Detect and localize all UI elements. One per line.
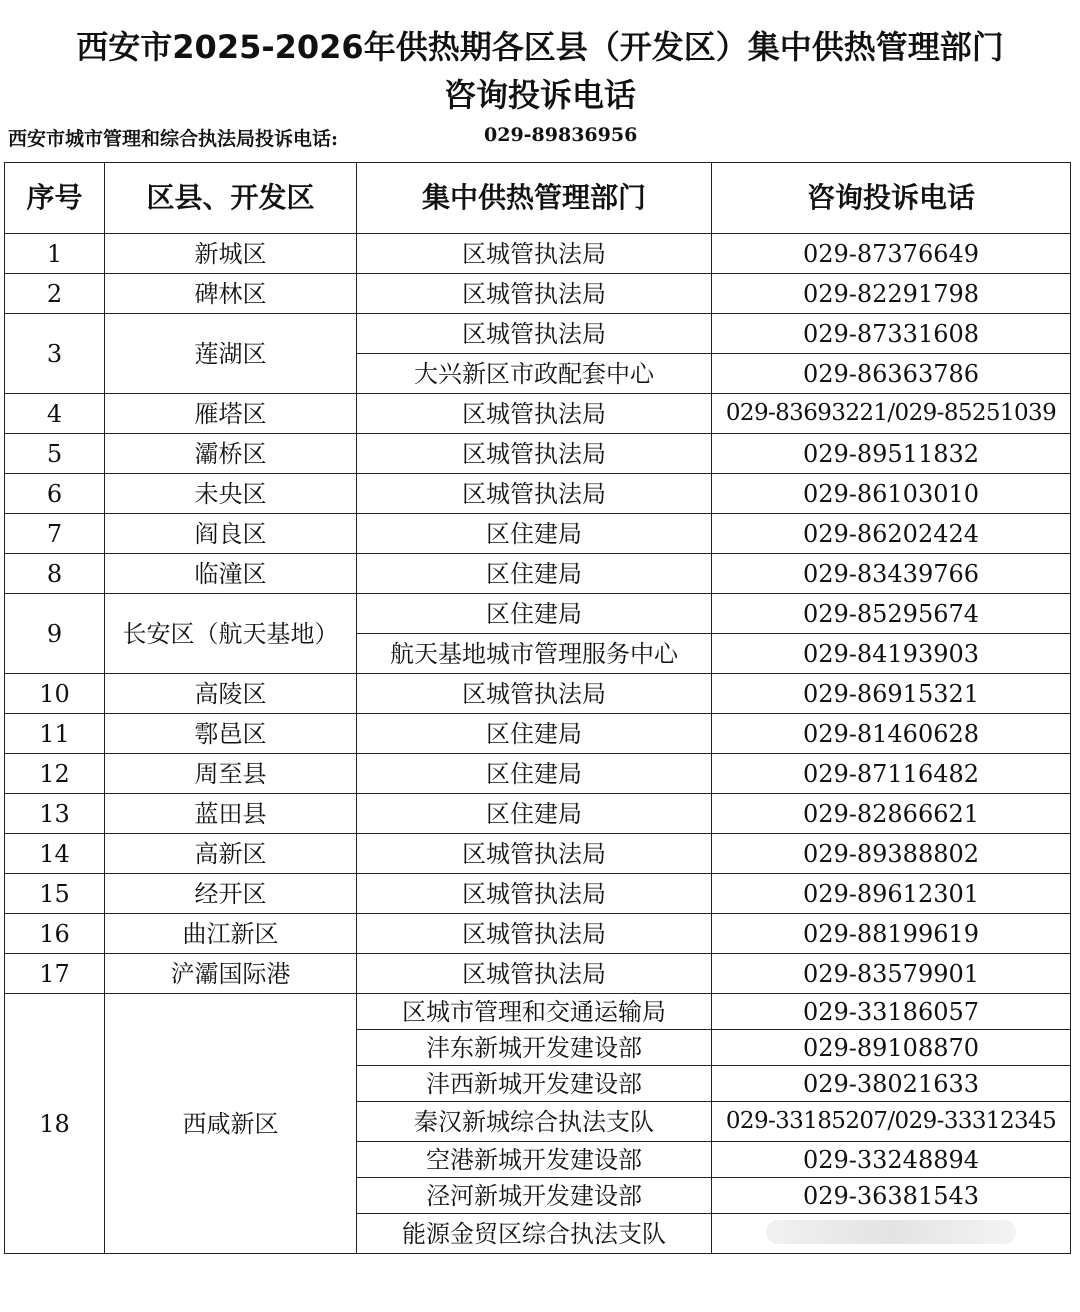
row-number: 8 — [5, 554, 105, 594]
district-name: 雁塔区 — [105, 394, 357, 434]
department-name: 区城管执法局 — [357, 274, 712, 314]
row-number: 6 — [5, 474, 105, 514]
phone-number: 029-87116482 — [712, 754, 1071, 794]
district-name: 新城区 — [105, 234, 357, 274]
table-header-row — [5, 163, 1071, 234]
table-row — [5, 794, 1071, 834]
district-name: 周至县 — [105, 754, 357, 794]
row-number: 14 — [5, 834, 105, 874]
department-name: 空港新城开发建设部 — [357, 1142, 712, 1178]
row-number: 11 — [5, 714, 105, 754]
table-row — [5, 314, 1071, 354]
phone-number: 029-83693221/029-85251039 — [712, 394, 1071, 434]
row-number: 3 — [5, 314, 105, 394]
department-name: 区住建局 — [357, 714, 712, 754]
department-name: 秦汉新城综合执法支队 — [357, 1102, 712, 1142]
district-name: 未央区 — [105, 474, 357, 514]
department-name: 区住建局 — [357, 514, 712, 554]
district-name: 蓝田县 — [105, 794, 357, 834]
row-number: 2 — [5, 274, 105, 314]
table-row — [5, 714, 1071, 754]
table-row — [5, 274, 1071, 314]
phone-number — [712, 1214, 1071, 1254]
phone-number: 029-85295674 — [712, 594, 1071, 634]
district-name: 经开区 — [105, 874, 357, 914]
row-number: 12 — [5, 754, 105, 794]
department-name: 区城管执法局 — [357, 394, 712, 434]
table-row — [5, 834, 1071, 874]
department-name: 区住建局 — [357, 554, 712, 594]
phone-number: 029-86202424 — [712, 514, 1071, 554]
department-name: 沣西新城开发建设部 — [357, 1066, 712, 1102]
department-name: 区城市管理和交通运输局 — [357, 994, 712, 1030]
phone-number: 029-87331608 — [712, 314, 1071, 354]
department-name: 大兴新区市政配套中心 — [357, 354, 712, 394]
department-name: 区城管执法局 — [357, 234, 712, 274]
district-name: 碑林区 — [105, 274, 357, 314]
phone-number: 029-88199619 — [712, 914, 1071, 954]
department-name: 能源金贸区综合执法支队 — [357, 1214, 712, 1254]
row-number: 13 — [5, 794, 105, 834]
phone-number: 029-89612301 — [712, 874, 1071, 914]
phone-number: 029-81460628 — [712, 714, 1071, 754]
department-name: 区城管执法局 — [357, 314, 712, 354]
department-name: 泾河新城开发建设部 — [357, 1178, 712, 1214]
district-name: 高陵区 — [105, 674, 357, 714]
header-no: 序号 — [5, 163, 105, 234]
phone-number: 029-33185207/029-33312345 — [712, 1102, 1071, 1142]
phone-number: 029-38021633 — [712, 1066, 1071, 1102]
row-number: 9 — [5, 594, 105, 674]
phone-number: 029-82291798 — [712, 274, 1071, 314]
department-name: 沣东新城开发建设部 — [357, 1030, 712, 1066]
phone-number: 029-86103010 — [712, 474, 1071, 514]
phone-number: 029-87376649 — [712, 234, 1071, 274]
row-number: 5 — [5, 434, 105, 474]
row-number: 15 — [5, 874, 105, 914]
department-name: 区城管执法局 — [357, 834, 712, 874]
header-department: 集中供热管理部门 — [357, 163, 712, 234]
district-name: 临潼区 — [105, 554, 357, 594]
phone-number: 029-84193903 — [712, 634, 1071, 674]
phone-number: 029-89108870 — [712, 1030, 1071, 1066]
district-name: 浐灞国际港 — [105, 954, 357, 994]
district-name: 阎良区 — [105, 514, 357, 554]
department-name: 区住建局 — [357, 594, 712, 634]
row-number: 4 — [5, 394, 105, 434]
table-row — [5, 994, 1071, 1030]
phone-number: 029-86915321 — [712, 674, 1071, 714]
phone-number: 029-33248894 — [712, 1142, 1071, 1178]
complaint-hotline — [8, 124, 638, 151]
table-row — [5, 434, 1071, 474]
district-name: 灞桥区 — [105, 434, 357, 474]
phone-number: 029-89511832 — [712, 434, 1071, 474]
phone-number: 029-89388802 — [712, 834, 1071, 874]
table-row — [5, 874, 1071, 914]
department-name: 区城管执法局 — [357, 914, 712, 954]
department-name: 区城管执法局 — [357, 874, 712, 914]
phone-number: 029-83579901 — [712, 954, 1071, 994]
table-row — [5, 514, 1071, 554]
hotline-table — [4, 162, 1071, 1254]
document-title: 西安市2025-2026年供热期各区县（开发区）集中供热管理部门 — [76, 28, 1004, 66]
department-name: 区城管执法局 — [357, 954, 712, 994]
row-number: 7 — [5, 514, 105, 554]
phone-number: 029-83439766 — [712, 554, 1071, 594]
department-name: 区城管执法局 — [357, 674, 712, 714]
table-row — [5, 954, 1071, 994]
header-district: 区县、开发区 — [105, 163, 357, 234]
table-row — [5, 914, 1071, 954]
table-body — [5, 234, 1071, 1254]
department-name: 区住建局 — [357, 754, 712, 794]
table-row — [5, 754, 1071, 794]
table-row — [5, 674, 1071, 714]
row-number: 18 — [5, 994, 105, 1254]
row-number: 10 — [5, 674, 105, 714]
phone-number: 029-86363786 — [712, 354, 1071, 394]
department-name: 区城管执法局 — [357, 474, 712, 514]
district-name: 西咸新区 — [105, 994, 357, 1254]
row-number: 16 — [5, 914, 105, 954]
department-name: 区城管执法局 — [357, 434, 712, 474]
phone-number: 029-36381543 — [712, 1178, 1071, 1214]
table-row — [5, 234, 1071, 274]
row-number: 17 — [5, 954, 105, 994]
district-name: 莲湖区 — [105, 314, 357, 394]
document-subtitle: 咨询投诉电话 — [443, 76, 636, 114]
row-number: 1 — [5, 234, 105, 274]
table-row — [5, 594, 1071, 634]
district-name: 鄠邑区 — [105, 714, 357, 754]
complaint-label: 西安市城市管理和综合执法局投诉电话: — [8, 128, 339, 150]
department-name: 航天基地城市管理服务中心 — [357, 634, 712, 674]
district-name: 高新区 — [105, 834, 357, 874]
phone-number: 029-82866621 — [712, 794, 1071, 834]
table-row — [5, 474, 1071, 514]
phone-number: 029-33186057 — [712, 994, 1071, 1030]
table-row — [5, 554, 1071, 594]
district-name: 曲江新区 — [105, 914, 357, 954]
header-phone: 咨询投诉电话 — [712, 163, 1071, 234]
district-name: 长安区（航天基地） — [105, 594, 357, 674]
obscured-phone-overlay — [766, 1220, 1016, 1244]
table-row — [5, 394, 1071, 434]
complaint-phone: 029-89836956 — [484, 124, 638, 146]
department-name: 区住建局 — [357, 794, 712, 834]
